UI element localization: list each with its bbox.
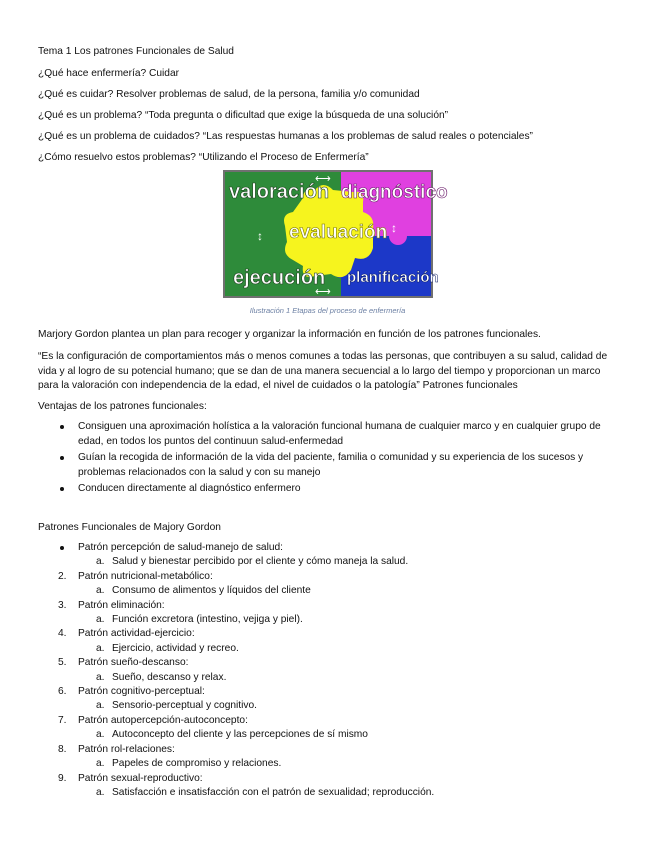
document-title: Tema 1 Los patrones Funcionales de Salud [38,46,234,57]
pattern-item: 6. Patrón cognitivo-perceptual: [58,686,205,698]
nursing-process-figure [223,170,448,298]
bullet-icon [60,546,64,550]
figure-caption: Ilustración 1 Etapas del proceso de enfermería [249,306,406,315]
question-line: ¿Cómo resuelvo estos problemas? “Utilizando el Proceso de Enfermería” [38,152,369,163]
pattern-item: 2. Patrón nutricional-metabólico: [58,570,213,582]
pattern-item: Patrón percepción de salud-manejo de salud: [38,541,618,555]
pattern-item: 7. Patrón autopercepción-autoconcepto: [58,714,248,726]
list-item: Guían la recogida de información de la vida del paciente, familia o comunidad y su experiencia de los sucesos y problemas relacionados con la salud y con su manejo [38,451,618,480]
advantages-heading: Ventajas de los patrones funcionales: [38,401,207,412]
bullet-icon [60,425,64,429]
label-ejecucion: ejecución [233,267,326,289]
arrow-left-icon: ⟷ [315,286,331,298]
pattern-subitem: a. Ejercicio, actividad y recreo. [96,642,239,654]
pattern-item: 3. Patrón eliminación: [58,599,165,611]
pattern-subitem: a. Satisfacción e insatisfacción con el patrón de sexualidad; reproducción. [96,786,435,798]
pattern-item: 8. Patrón rol-relaciones: [58,743,175,755]
patterns-heading: Patrones Funcionales de Majory Gordon [38,522,221,533]
pattern-item: 5. Patrón sueño-descanso: [58,657,189,669]
pattern-subitem: a. Papeles de compromiso y relaciones. [96,758,282,770]
arrow-vertical-icon: ↕ [257,229,263,243]
label-valoracion: valoración [229,181,330,203]
label-planificacion: planificación [347,269,439,286]
list-item: Consiguen una aproximación holística a la valoración funcional humana de cualquier marco y en cualquier grupo de edad, en todos los puntos del continuun salud-enfermedad [38,420,618,449]
bullet-icon [60,456,64,460]
intro-paragraph: Marjory Gordon plantea un plan para recoger y organizar la información en función de los patrones funcionales. [38,329,541,340]
patterns-list [38,541,618,800]
bullet-icon [60,487,64,491]
quote-paragraph: “Es la configuración de comportamientos más o menos comunes a todas las personas, que contribuyen a su salud, calidad de vida y al logro de su potencial humano; que se dan de una manera secuencial a lo largo del tiempo y proporcionan un marco para la valoración con independencia de la edad, el nivel de cuidados o la patología” Patrones funcionales [38,351,608,391]
pattern-subitem: a. Autoconcepto del cliente y las percepciones de sí mismo [96,729,368,741]
pattern-item: 4. Patrón actividad-ejercicio: [58,628,195,640]
pattern-subitem: a. Consumo de alimentos y líquidos del cliente [96,585,311,597]
pattern-subitem: a. Salud y bienestar percibido por el cliente y cómo maneja la salud. [96,556,409,568]
advantages-list [38,420,618,499]
question-line: ¿Qué hace enfermería? Cuidar [38,68,179,79]
question-line: ¿Qué es un problema de cuidados? “Las respuestas humanas a los problemas de salud reales o potenciales” [38,131,533,142]
pattern-subitem: a. Sensorio-perceptual y cognitivo. [96,700,257,712]
label-evaluacion: evaluación [289,222,388,243]
arrow-right-icon: ⟷ [315,173,331,185]
list-item: Conducen directamente al diagnóstico enfermero [38,482,618,497]
question-line: ¿Qué es cuidar? Resolver problemas de salud, de la persona, familia y/o comunidad [38,89,420,100]
pattern-subitem: a. Función excretora (intestino, vejiga y piel). [96,614,303,626]
pattern-subitem: a. Sueño, descanso y relax. [96,671,227,683]
arrow-vertical-icon: ↕ [391,221,397,235]
pattern-item: 9. Patrón sexual-reproductivo: [58,772,203,784]
label-diagnostico: diagnóstico [341,182,448,203]
question-line: ¿Qué es un problema? “Toda pregunta o dificultad que exige la búsqueda de una solución” [38,110,449,121]
